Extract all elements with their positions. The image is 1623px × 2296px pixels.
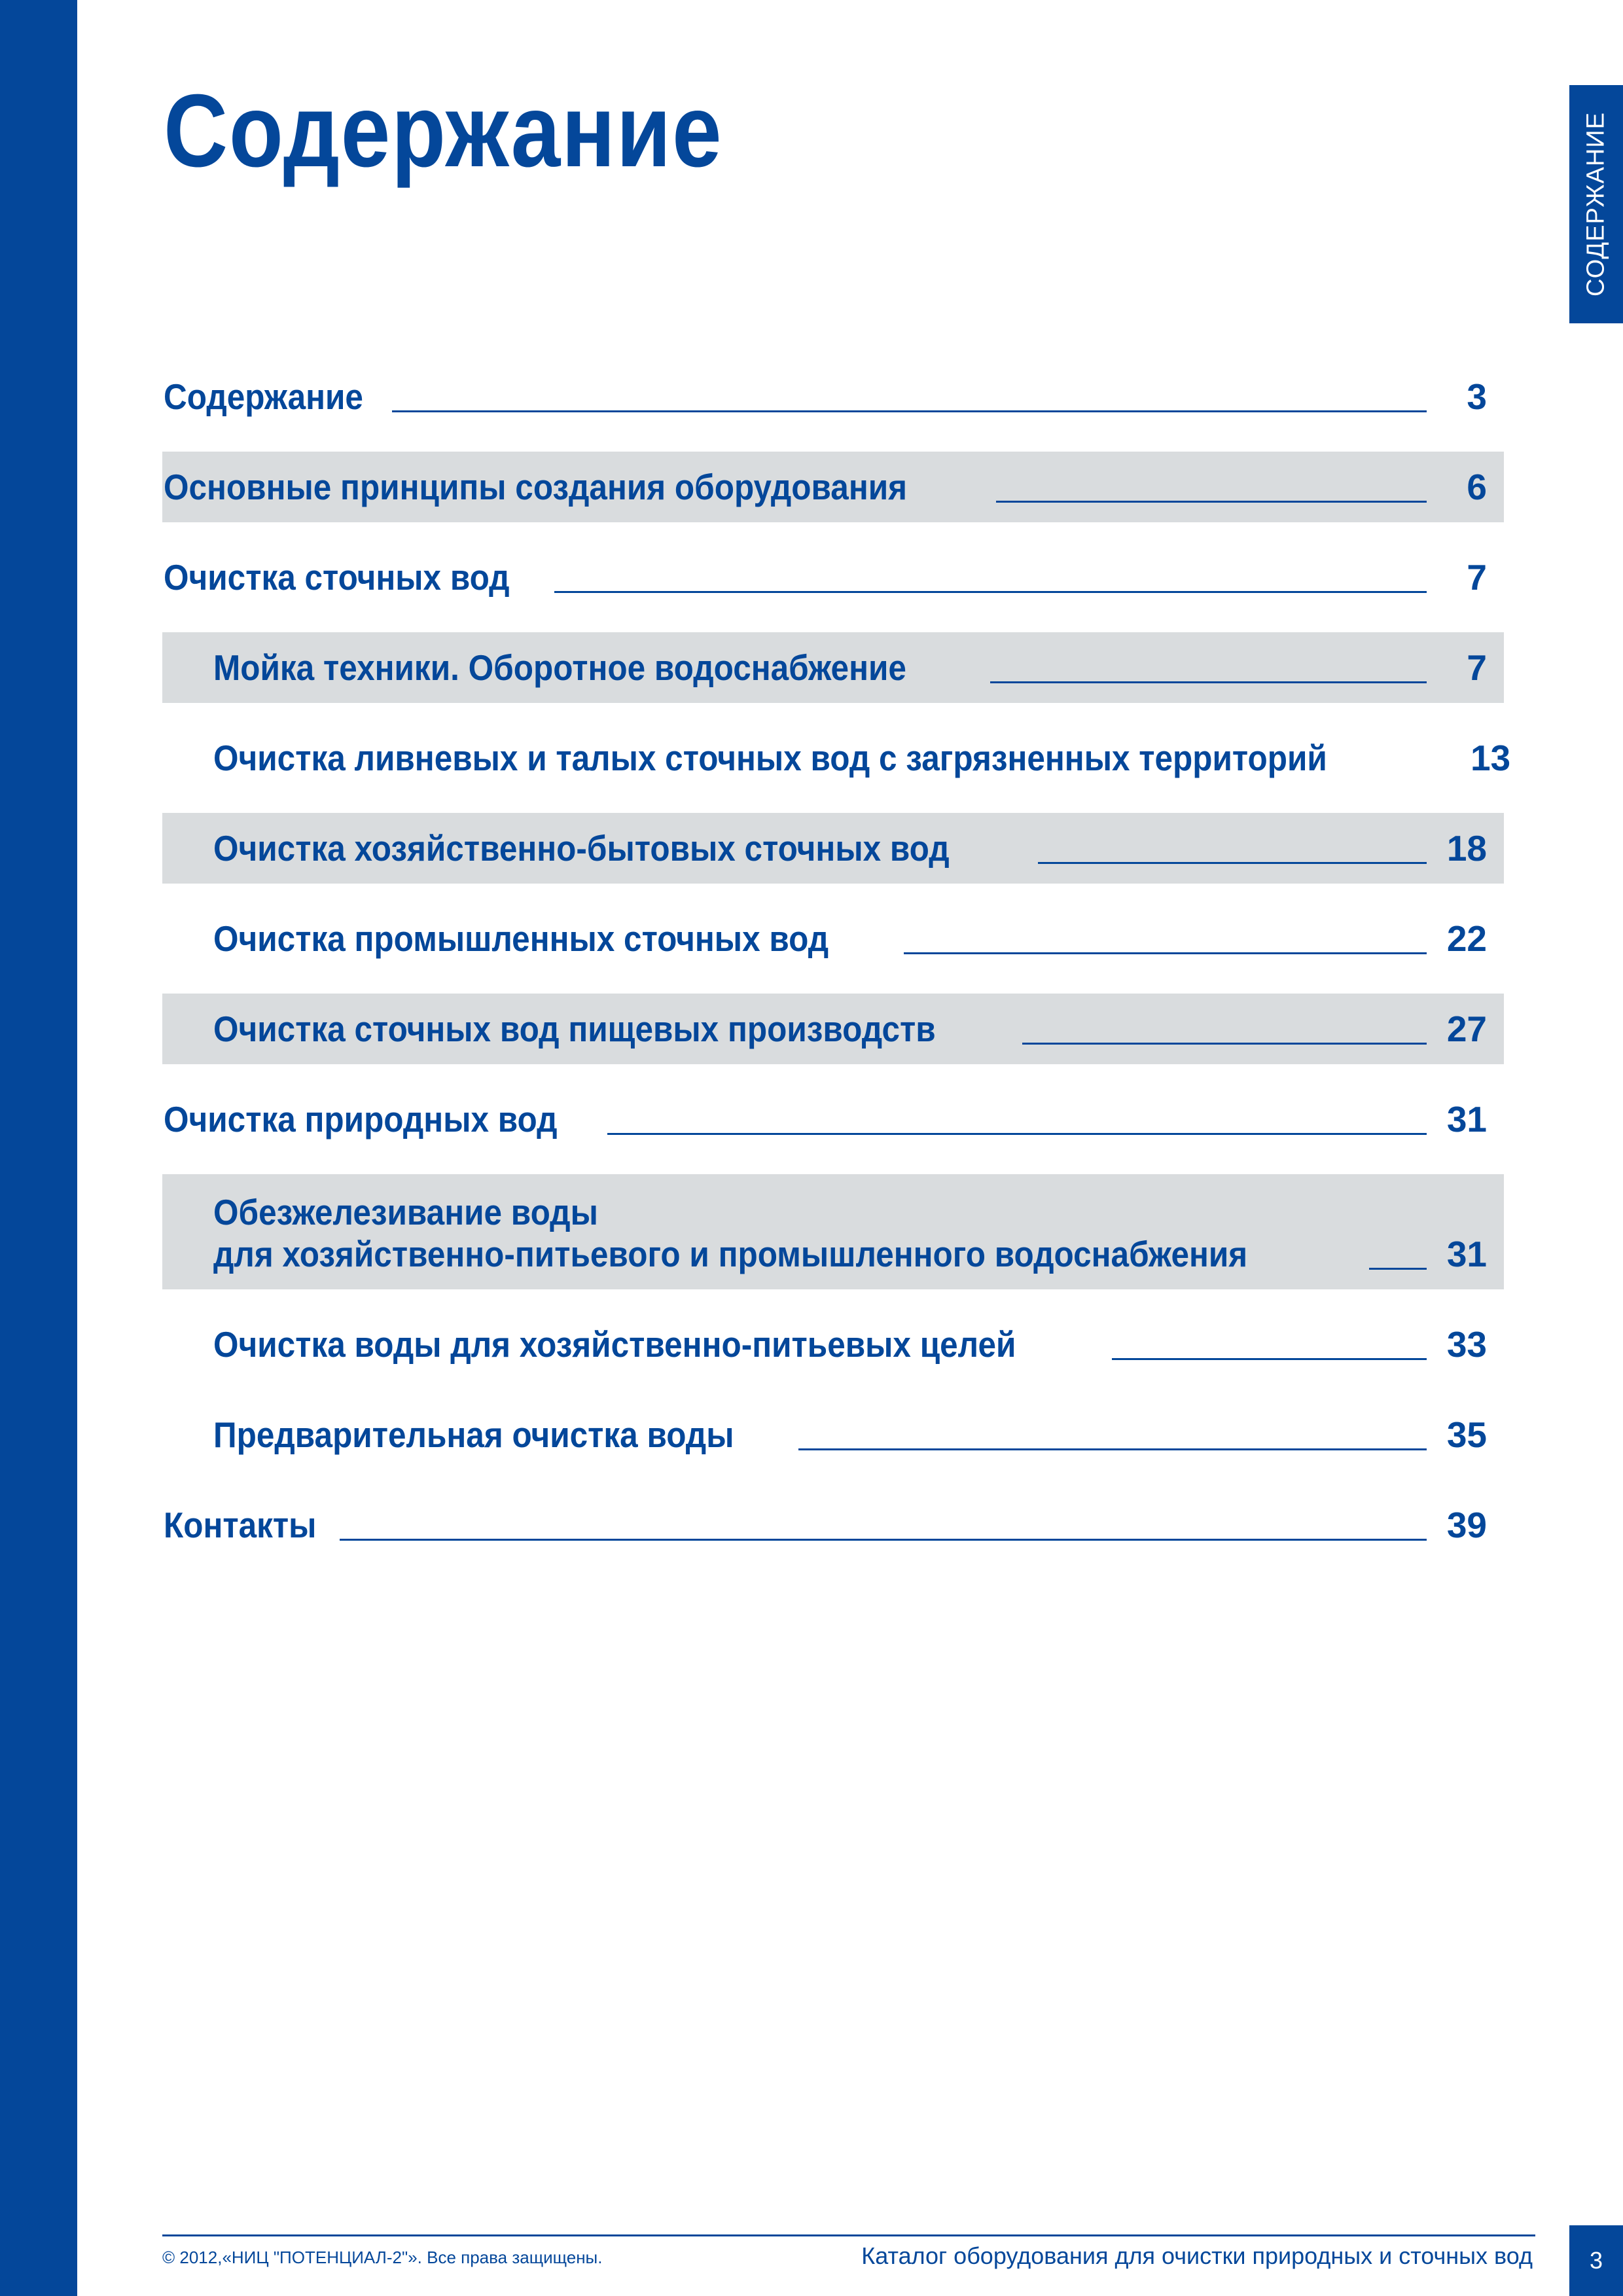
toc-entry-title: Основные принципы создания оборудования (164, 467, 908, 507)
toc-leader-line (607, 1132, 1427, 1135)
toc-entry-title: Очистка сточных вод (164, 557, 510, 598)
toc-entry-title: Предварительная очистка воды (213, 1414, 734, 1455)
toc-entry-page: 22 (1446, 918, 1487, 959)
toc-entry-page: 13 (1470, 738, 1511, 778)
table-of-contents (162, 361, 1511, 1580)
toc-entry[interactable] (162, 903, 1504, 974)
toc-entry-page: 31 (1446, 1234, 1487, 1274)
toc-entry-title: Мойка техники. Оборотное водоснабжение (213, 647, 906, 688)
toc-entry[interactable] (162, 632, 1504, 703)
toc-entry-title: Очистка воды для хозяйственно-питьевых целей (213, 1324, 1016, 1365)
toc-entry-title: Очистка природных вод (164, 1099, 558, 1139)
toc-entry-title: для хозяйственно-питьевого и промышленного водоснабжения (213, 1234, 1248, 1274)
toc-leader-line (990, 681, 1427, 683)
toc-entry-title-line1: Обезжелезивание воды (213, 1192, 598, 1232)
toc-leader-line (1038, 861, 1427, 864)
toc-entry-page: 3 (1467, 376, 1487, 417)
toc-entry[interactable] (162, 813, 1504, 884)
toc-entry[interactable] (162, 723, 1511, 793)
toc-leader-line (1112, 1357, 1427, 1360)
page-number-badge: 3 (1569, 2225, 1623, 2296)
toc-entry[interactable] (162, 1309, 1504, 1380)
toc-leader-line (392, 410, 1427, 412)
toc-leader-line (1022, 1042, 1427, 1045)
toc-entry[interactable] (162, 542, 1504, 613)
toc-entry[interactable] (162, 994, 1504, 1064)
toc-entry-page: 33 (1446, 1324, 1487, 1365)
toc-entry[interactable] (162, 1490, 1504, 1560)
toc-entry-page: 7 (1467, 647, 1487, 688)
toc-entry-page: 7 (1467, 557, 1487, 598)
toc-entry[interactable] (162, 361, 1504, 432)
toc-entry[interactable] (162, 452, 1504, 522)
toc-entry-title: Очистка ливневых и талых сточных вод с загрязненных территорий (213, 738, 1327, 778)
toc-entry-page: 27 (1446, 1009, 1487, 1049)
section-side-tab (1569, 85, 1623, 323)
toc-entry[interactable] (162, 1084, 1504, 1155)
toc-entry-title: Очистка хозяйственно-бытовых сточных вод (213, 828, 950, 869)
toc-leader-line (904, 952, 1427, 954)
toc-leader-line (996, 500, 1427, 503)
toc-leader-line (1369, 1267, 1427, 1270)
toc-leader-line (554, 590, 1427, 593)
page-title: Содержание (164, 73, 723, 188)
toc-entry-title: Контакты (164, 1505, 317, 1545)
left-color-bar (0, 0, 77, 2296)
footer-copyright: © 2012,«НИЦ "ПОТЕНЦИАЛ-2"». Все права защищены. (162, 2248, 603, 2267)
toc-entry-title: Очистка промышленных сточных вод (213, 918, 829, 959)
toc-entry-page: 35 (1446, 1414, 1487, 1455)
toc-entry-title: Содержание (164, 376, 363, 417)
footer-divider (162, 2234, 1535, 2236)
toc-entry-page: 31 (1446, 1099, 1487, 1139)
toc-leader-line (340, 1538, 1427, 1541)
toc-leader-line (798, 1448, 1427, 1450)
footer-catalog-title: Каталог оборудования для очистки природных и сточных вод (861, 2242, 1533, 2269)
toc-entry-page: 39 (1446, 1505, 1487, 1545)
section-side-tab-label: СОДЕРЖАНИЕ (1582, 112, 1610, 296)
toc-entry-page: 6 (1467, 467, 1487, 507)
toc-entry[interactable] (162, 1399, 1504, 1470)
toc-entry-title: Очистка сточных вод пищевых производств (213, 1009, 936, 1049)
toc-entry[interactable] (162, 1174, 1504, 1289)
toc-entry-page: 18 (1446, 828, 1487, 869)
toc-entry-title-block (213, 1191, 1363, 1275)
